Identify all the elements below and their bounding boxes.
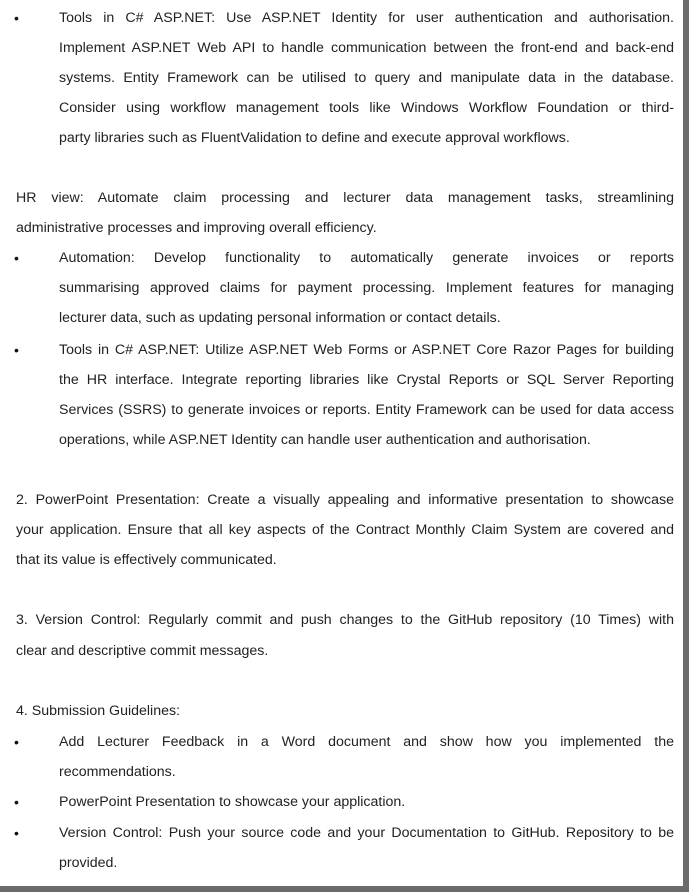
paragraph-line: clear and descriptive commit messages. bbox=[16, 643, 269, 659]
bullet-point: • bbox=[14, 825, 19, 841]
submission-guidelines-heading: 4. Submission Guidelines: bbox=[16, 703, 181, 719]
paragraph-line: Consider using workflow management tools like Windows Workflow Foundation or third- bbox=[59, 100, 674, 116]
hr-view-heading-line: HR view: Automate claim processing and lecturer data management tasks, streamlining bbox=[16, 190, 674, 206]
list-item-line: provided. bbox=[59, 855, 118, 871]
paragraph-line: that its value is effectively communicated. bbox=[16, 552, 277, 568]
version-control-section-line: 3. Version Control: Regularly commit and push changes to the GitHub repository (10 Times) with bbox=[16, 612, 674, 628]
paragraph-line: summarising approved claims for payment processing. Implement features for managing bbox=[59, 280, 674, 296]
list-item-line: Add Lecturer Feedback in a Word document and show how you implemented the bbox=[59, 734, 674, 750]
paragraph-line: Implement ASP.NET Web API to handle communication between the front-end and back-end bbox=[59, 40, 674, 56]
paragraph-line: operations, while ASP.NET Identity can handle user authentication and authorisation. bbox=[59, 432, 591, 448]
paragraph-line: Automation: Develop functionality to automatically generate invoices or reports bbox=[59, 250, 674, 266]
bullet-point: • bbox=[14, 734, 19, 750]
paragraph-line: Services (SSRS) to generate invoices or reports. Entity Framework can be used for data access bbox=[59, 402, 674, 418]
list-item-line: Version Control: Push your source code and your Documentation to GitHub. Repository to be bbox=[59, 825, 674, 841]
bullet-point: • bbox=[14, 250, 19, 266]
paragraph-line: Tools in C# ASP.NET: Use ASP.NET Identity for user authentication and authorisation. bbox=[59, 10, 674, 26]
paragraph-line: systems. Entity Framework can be utilised to query and manipulate data in the database. bbox=[59, 70, 674, 86]
paragraph-line: administrative processes and improving overall efficiency. bbox=[16, 220, 377, 236]
paragraph-line: the HR interface. Integrate reporting libraries like Crystal Reports or SQL Server Reporting bbox=[59, 372, 674, 388]
bullet-point: • bbox=[14, 342, 19, 358]
paragraph-line: party libraries such as FluentValidation to define and execute approval workflows. bbox=[59, 130, 570, 146]
list-item-line: PowerPoint Presentation to showcase your application. bbox=[59, 794, 406, 810]
paragraph-line: lecturer data, such as updating personal information or contact details. bbox=[59, 310, 501, 326]
paragraph-line: your application. Ensure that all key aspects of the Contract Monthly Claim System are covered and bbox=[16, 522, 674, 538]
bullet-point: • bbox=[14, 794, 19, 810]
bullet-point: • bbox=[14, 10, 19, 26]
paragraph-line: Tools in C# ASP.NET: Utilize ASP.NET Web Forms or ASP.NET Core Razor Pages for building bbox=[59, 342, 674, 358]
list-item-line: recommendations. bbox=[59, 764, 176, 780]
powerpoint-section-line: 2. PowerPoint Presentation: Create a visually appealing and informative presentation to showcase bbox=[16, 492, 674, 508]
